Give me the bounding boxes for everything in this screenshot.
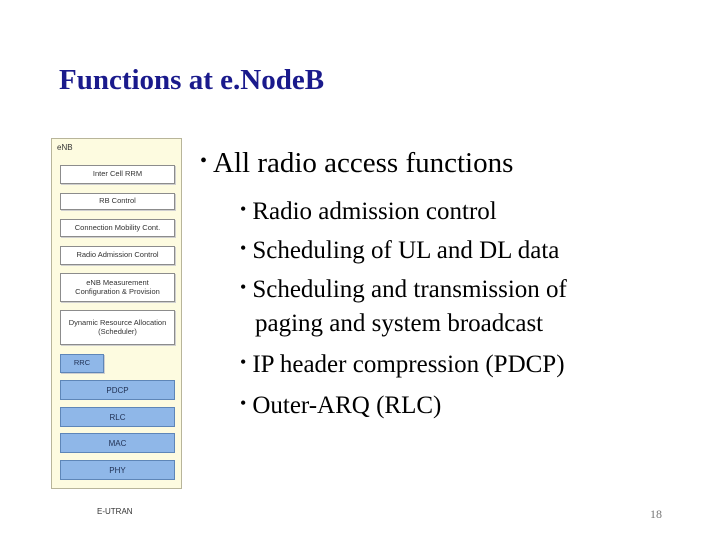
page-number: 18 xyxy=(650,507,662,521)
connection-mobility-box: Connection Mobility Cont. xyxy=(60,219,175,237)
bullet-main xyxy=(200,147,513,180)
sub-bullet-text: Scheduling and transmission of xyxy=(252,276,567,303)
sub-bullet-text: Outer-ARQ (RLC) xyxy=(252,392,442,419)
bullet-icon: • xyxy=(240,393,247,413)
bullet-icon: • xyxy=(240,352,247,372)
rlc-layer: RLC xyxy=(60,407,175,427)
pdcp-layer: PDCP xyxy=(60,380,175,400)
sub-bullet-continuation: paging and system broadcast xyxy=(255,310,544,337)
enb-panel-label: eNB xyxy=(57,143,73,152)
sub-bullet xyxy=(240,386,441,423)
sub-bullet xyxy=(240,345,565,382)
rb-control-box: RB Control xyxy=(60,193,175,210)
sub-bullet xyxy=(240,231,559,268)
radio-admission-control-box: Radio Admission Control xyxy=(60,246,175,265)
bullet-icon: • xyxy=(240,238,247,258)
slide-title: Functions at e.NodeB xyxy=(59,64,325,96)
bullet-main-text: All radio access functions xyxy=(213,147,514,179)
enb-diagram xyxy=(51,138,182,489)
sub-bullet xyxy=(240,270,567,307)
sub-bullet xyxy=(240,192,497,229)
e-utran-label: E-UTRAN xyxy=(97,507,133,516)
enb-measurement-box: eNB Measurement Configuration & Provision xyxy=(60,273,175,302)
bullet-icon: • xyxy=(200,150,208,172)
mac-layer: MAC xyxy=(60,433,175,453)
bullet-icon: • xyxy=(240,277,247,297)
sub-bullet-text: Radio admission control xyxy=(252,198,497,225)
sub-bullet-text: Scheduling of UL and DL data xyxy=(252,237,560,264)
bullet-icon: • xyxy=(240,199,247,219)
rrc-box: RRC xyxy=(60,354,104,373)
phy-layer: PHY xyxy=(60,460,175,480)
dynamic-resource-allocation-box: Dynamic Resource Allocation (Scheduler) xyxy=(60,310,175,345)
inter-cell-rrm-box: Inter Cell RRM xyxy=(60,165,175,184)
sub-bullet-text: IP header compression (PDCP) xyxy=(252,351,565,378)
